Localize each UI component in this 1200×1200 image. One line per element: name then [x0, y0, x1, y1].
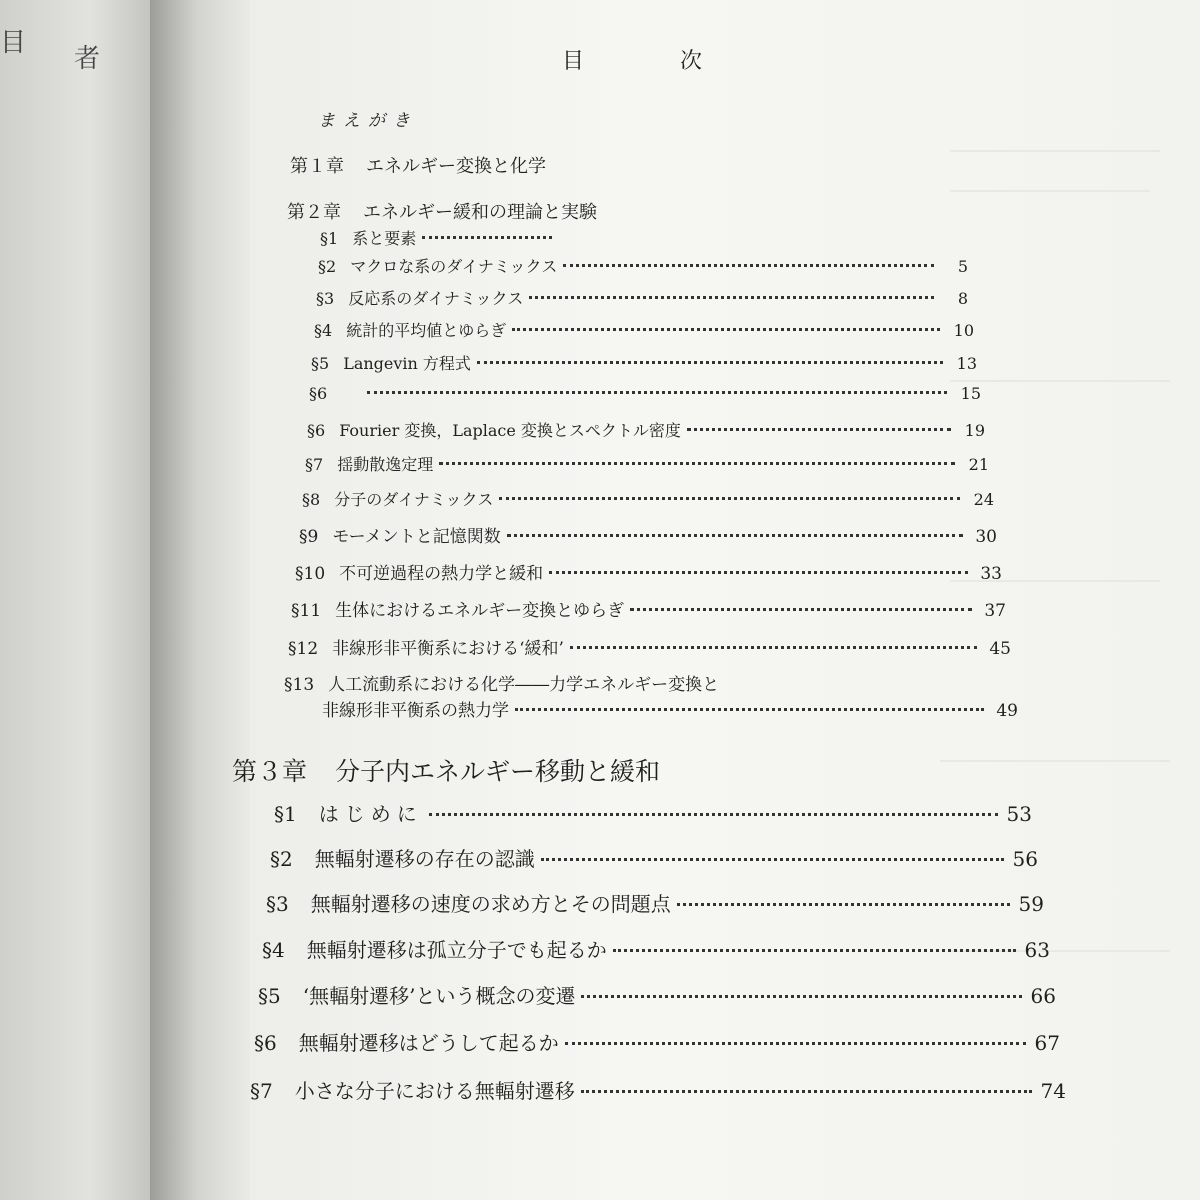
section-number: §9 [299, 527, 319, 547]
section-title: 無輻射遷移の速度の求め方とその問題点 [310, 892, 671, 916]
page-number: 19 [964, 421, 985, 440]
section-number: §2 [318, 257, 337, 276]
leader-dots [613, 949, 1016, 952]
page-number: 63 [1024, 938, 1050, 962]
toc-entry [320, 226, 968, 249]
page-number: 56 [1012, 847, 1038, 871]
section-number: §6 [307, 421, 326, 440]
section-title: 反応系のダイナミックス [348, 289, 524, 308]
section-number: §4 [314, 321, 333, 340]
chapter-2-heading [287, 198, 597, 224]
section-title: 不可逆過程の熱力学と緩和 [339, 564, 544, 584]
toc-entry [291, 596, 1006, 621]
section-number: §10 [295, 564, 326, 584]
left-page-char: 者 [74, 44, 101, 74]
leader-dots [581, 995, 1022, 998]
section-number: §4 [262, 938, 285, 962]
toc-entry [311, 351, 977, 374]
section-number: §6 [309, 384, 328, 403]
toc-entry [250, 1075, 1066, 1104]
toc-entry [262, 934, 1050, 963]
page-number: 8 [957, 289, 968, 308]
section-number: §7 [250, 1079, 273, 1103]
leader-dots [630, 608, 972, 611]
book-gutter [150, 0, 255, 1200]
page-number: 10 [953, 321, 974, 340]
toc-entry [302, 487, 994, 510]
leader-dots [367, 391, 947, 394]
section-number: §13 [284, 675, 315, 695]
page-number: 13 [956, 354, 977, 373]
section-title: 非線形非平衡系における‘緩和’ [332, 639, 564, 659]
chapter-number: 第２章 [287, 202, 341, 223]
chapter-title: エネルギー緩和の理論と実験 [363, 202, 597, 223]
section-number: §1 [320, 229, 339, 248]
leader-dots [429, 813, 998, 816]
page-number: 37 [984, 601, 1006, 621]
toc-entry [254, 1027, 1060, 1056]
page-number: 5 [957, 257, 968, 276]
section-title: 揺動散逸定理 [337, 455, 434, 474]
leader-dots [565, 1042, 1026, 1045]
page-number: 21 [968, 455, 989, 474]
leader-dots [422, 236, 552, 239]
section-title: 人工流動系における化学――力学エネルギー変換と [328, 675, 720, 695]
leader-dots [515, 708, 984, 711]
toc-entry [270, 843, 1038, 872]
leader-dots [439, 462, 955, 465]
toc-entry [258, 980, 1056, 1009]
toc-entry [309, 384, 981, 403]
leader-dots [563, 264, 934, 267]
toc-entry [288, 634, 1011, 659]
section-number: §7 [305, 455, 324, 474]
leader-dots [581, 1090, 1032, 1093]
section-number: §12 [288, 639, 319, 659]
left-page [0, 0, 150, 1200]
toc-title [562, 44, 702, 75]
section-number: §5 [311, 354, 330, 373]
section-number: §3 [266, 892, 289, 916]
leader-dots [687, 428, 951, 431]
toc-entry [299, 522, 997, 547]
section-title: 小さな分子における無輻射遷移 [294, 1079, 575, 1103]
section-title: 無輻射遷移はどうして起るか [298, 1031, 559, 1055]
toc-entry [305, 452, 989, 475]
chapter-3-heading [232, 752, 660, 788]
chapter-title: エネルギー変換と化学 [366, 156, 546, 177]
page-number: 30 [975, 527, 997, 547]
toc-title-char: 目 [562, 49, 585, 74]
leader-dots [529, 296, 934, 299]
section-title: Fourier 変換，Laplace 変換とスペクトル密度 [339, 421, 681, 440]
leader-dots [512, 328, 940, 331]
section-number: §5 [258, 984, 281, 1008]
page-number: 24 [973, 490, 994, 509]
left-page-char: 目 [0, 28, 27, 58]
page-number: 15 [960, 384, 981, 403]
toc-entry [316, 286, 968, 309]
section-number: §8 [302, 490, 321, 509]
section-title: 分子のダイナミックス [334, 490, 494, 509]
page-number: 49 [996, 701, 1018, 721]
toc-entry [314, 318, 974, 341]
toc-entry [284, 670, 734, 695]
section-number: §11 [291, 601, 322, 621]
section-title: 無輻射遷移の存在の認識 [314, 847, 535, 871]
leader-dots [570, 646, 977, 649]
toc-entry [274, 798, 1032, 827]
leader-dots [499, 497, 960, 500]
page-number: 33 [980, 564, 1002, 584]
leader-dots [549, 571, 968, 574]
toc-entry [266, 888, 1044, 917]
chapter-title: 分子内エネルギー移動と緩和 [335, 757, 661, 786]
chapter-number: 第１章 [290, 156, 344, 177]
page-number: 59 [1018, 892, 1044, 916]
section-title: 統計的平均値とゆらぎ [346, 321, 507, 340]
toc-title-char: 次 [679, 49, 702, 74]
page-number: 45 [989, 639, 1011, 659]
section-number: §3 [316, 289, 335, 308]
leader-dots [507, 534, 963, 537]
toc-entry [307, 418, 985, 441]
section-title: ‘無輻射遷移’という概念の変遷 [302, 984, 576, 1008]
leader-dots [677, 903, 1010, 906]
toc-entry-continuation [322, 696, 1018, 721]
preface-entry: まえがき [318, 111, 418, 131]
leader-dots [477, 361, 943, 364]
section-title: Langevin 方程式 [343, 354, 471, 373]
section-title: 無輻射遷移は孤立分子でも起るか [306, 938, 607, 962]
section-title: はじめに [318, 802, 423, 826]
toc-entry [318, 254, 968, 277]
chapter-1-heading [290, 152, 546, 178]
page-number: 66 [1030, 984, 1056, 1008]
toc-entry [295, 559, 1002, 584]
section-title: マクロな系のダイナミックス [350, 257, 558, 276]
section-number: §2 [270, 847, 293, 871]
leader-dots [541, 858, 1004, 861]
section-number: §6 [254, 1031, 277, 1055]
section-title: 非線形非平衡系の熱力学 [322, 701, 509, 721]
chapter-number: 第３章 [232, 757, 308, 786]
section-title: 系と要素 [352, 229, 417, 248]
section-number: §1 [274, 802, 297, 826]
section-title: 生体におけるエネルギー変換とゆらぎ [335, 601, 625, 621]
section-title: モーメントと記憶関数 [332, 527, 501, 547]
page-number: 53 [1006, 802, 1032, 826]
page-number: 74 [1040, 1079, 1066, 1103]
page-number: 67 [1034, 1031, 1060, 1055]
